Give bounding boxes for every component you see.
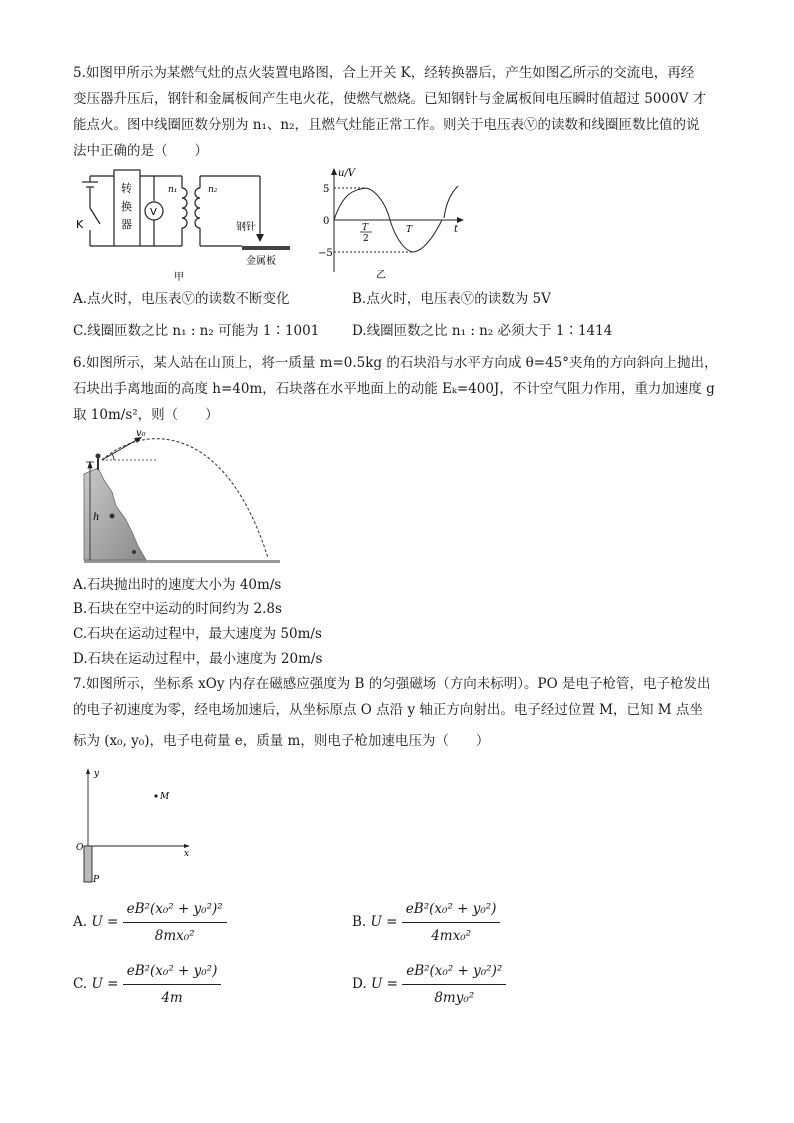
- q5-stem-line4: 法中正确的是（ ）: [73, 143, 208, 159]
- half-period-den: 2: [363, 234, 369, 244]
- period-tick: T: [406, 225, 413, 235]
- option-letter: C.: [73, 976, 88, 992]
- formula-lhs: U =: [370, 976, 398, 992]
- y-axis-label: u/V: [338, 168, 356, 179]
- y-axis-label: y: [94, 769, 100, 779]
- formula-lhs: U =: [91, 914, 119, 930]
- q5-stem-line2: 变压器升压后，钢针和金属板间产生电火花，使燃气燃烧。已知钢针与金属板间电压瞬时值超过 5000V 才: [73, 91, 707, 107]
- fraction-denominator: 4mx₀²: [431, 928, 472, 944]
- needle-label: 钢针: [236, 222, 256, 233]
- q7-option-c[interactable]: [73, 960, 221, 1009]
- fraction-numerator: eB²(x₀² + y₀²): [123, 960, 222, 985]
- plate-label: 金属板: [246, 256, 276, 267]
- origin-label: 0: [323, 216, 330, 227]
- fraction-denominator: 8my₀²: [434, 990, 475, 1006]
- figure-caption-yi: 乙: [376, 270, 386, 281]
- q7-option-d[interactable]: [352, 960, 506, 1009]
- converter-label-2: 换: [121, 200, 132, 213]
- y-max-tick: 5: [323, 184, 330, 195]
- formula-fraction: [123, 960, 222, 1009]
- fraction-denominator: 8mx₀²: [154, 928, 195, 944]
- q7-coordinate-figure: [70, 764, 200, 886]
- formula-fraction: [123, 898, 227, 947]
- q7-option-b[interactable]: [352, 898, 500, 947]
- q5-option-c[interactable]: C.线圈匝数之比 n₁ : n₂ 可能为 1∶1001: [73, 323, 320, 339]
- switch-label: K: [76, 218, 84, 231]
- fraction-numerator: eB²(x₀² + y₀²)²: [402, 960, 506, 985]
- q6-option-c[interactable]: C.石块在运动过程中，最大速度为 50m/s: [73, 626, 322, 642]
- q6-option-b[interactable]: B.石块在空中运动的时间约为 2.8s: [73, 601, 282, 617]
- q5-option-a[interactable]: A.点火时，电压表Ⓥ的读数不断变化: [73, 291, 290, 307]
- q5-stem-line1: 5.如图甲所示为某燃气灶的点火装置电路图，合上开关 K，经转换器后，产生如图乙所示的交流电，再经: [73, 65, 695, 81]
- n1-label: n₁: [168, 185, 178, 195]
- x-axis-label: t: [454, 224, 459, 235]
- option-letter: A.: [73, 914, 88, 930]
- q6-option-d[interactable]: D.石块在运动过程中，最小速度为 20m/s: [73, 651, 323, 667]
- q5-waveform-graph: [318, 164, 468, 282]
- converter-label-3: 器: [121, 218, 132, 231]
- fraction-numerator: eB²(x₀² + y₀²)²: [123, 898, 227, 923]
- q6-projectile-figure: [76, 428, 286, 570]
- q5-option-d[interactable]: D.线圈匝数之比 n₁ : n₂ 必须大于 1∶1414: [352, 323, 613, 339]
- v0-label: v₀: [136, 428, 146, 439]
- q6-option-a[interactable]: A.石块抛出时的速度大小为 40m/s: [73, 577, 282, 593]
- q5-stem-line3: 能点火。图中线圈匝数分别为 n₁、n₂，且燃气灶能正常工作。则关于电压表Ⓥ的读数和线圈匝数比值的说: [73, 117, 700, 133]
- h-label: h: [93, 512, 100, 523]
- origin-label: O: [76, 843, 84, 853]
- voltmeter-symbol: V: [150, 207, 157, 218]
- q7-stem-line3: 标为 (x₀, y₀)，电子电荷量 e，质量 m，则电子枪加速电压为（ ）: [73, 733, 490, 749]
- x-axis-label: x: [184, 849, 190, 859]
- formula-lhs: U =: [370, 914, 398, 930]
- formula-lhs: U =: [91, 976, 119, 992]
- converter-label-1: 转: [121, 182, 132, 195]
- n2-label: n₂: [208, 185, 218, 195]
- q5-option-b[interactable]: B.点火时，电压表Ⓥ的读数为 5V: [352, 291, 551, 307]
- q7-stem-line2: 的电子初速度为零，经电场加速后，从坐标原点 O 点沿 y 轴正方向射出。电子经过位置 M，已知 M 点坐: [73, 702, 703, 718]
- fraction-numerator: eB²(x₀² + y₀²): [402, 898, 501, 923]
- option-letter: D.: [352, 976, 367, 992]
- q7-option-a[interactable]: [73, 898, 227, 947]
- formula-fraction: [402, 960, 506, 1009]
- q6-stem-line3: 取 10m/s²，则（ ）: [73, 407, 219, 423]
- q6-stem-line2: 石块出手离地面的高度 h=40m，石块落在水平地面上的动能 Eₖ=400J，不计空气阻力作用，重力加速度 g: [73, 381, 715, 397]
- fraction-denominator: 4m: [161, 990, 183, 1006]
- option-letter: B.: [352, 914, 367, 930]
- point-m-label: M: [160, 792, 170, 802]
- q7-stem-line1: 7.如图所示，坐标系 xOy 内存在磁感应强度为 B 的匀强磁场（方向未标明）。PO 是电子枪管，电子枪发出: [73, 676, 711, 692]
- y-min-tick: −5: [318, 248, 333, 259]
- half-period-num: T: [362, 223, 369, 233]
- q5-circuit-diagram: [70, 168, 300, 286]
- point-p-label: P: [93, 875, 100, 885]
- q6-stem-line1: 6.如图所示，某人站在山顶上，将一质量 m=0.5kg 的石块沿与水平方向成 θ=45°夹角的方向斜向上抛出，: [73, 355, 718, 371]
- figure-caption-jia: 甲: [174, 272, 184, 283]
- formula-fraction: [402, 898, 501, 947]
